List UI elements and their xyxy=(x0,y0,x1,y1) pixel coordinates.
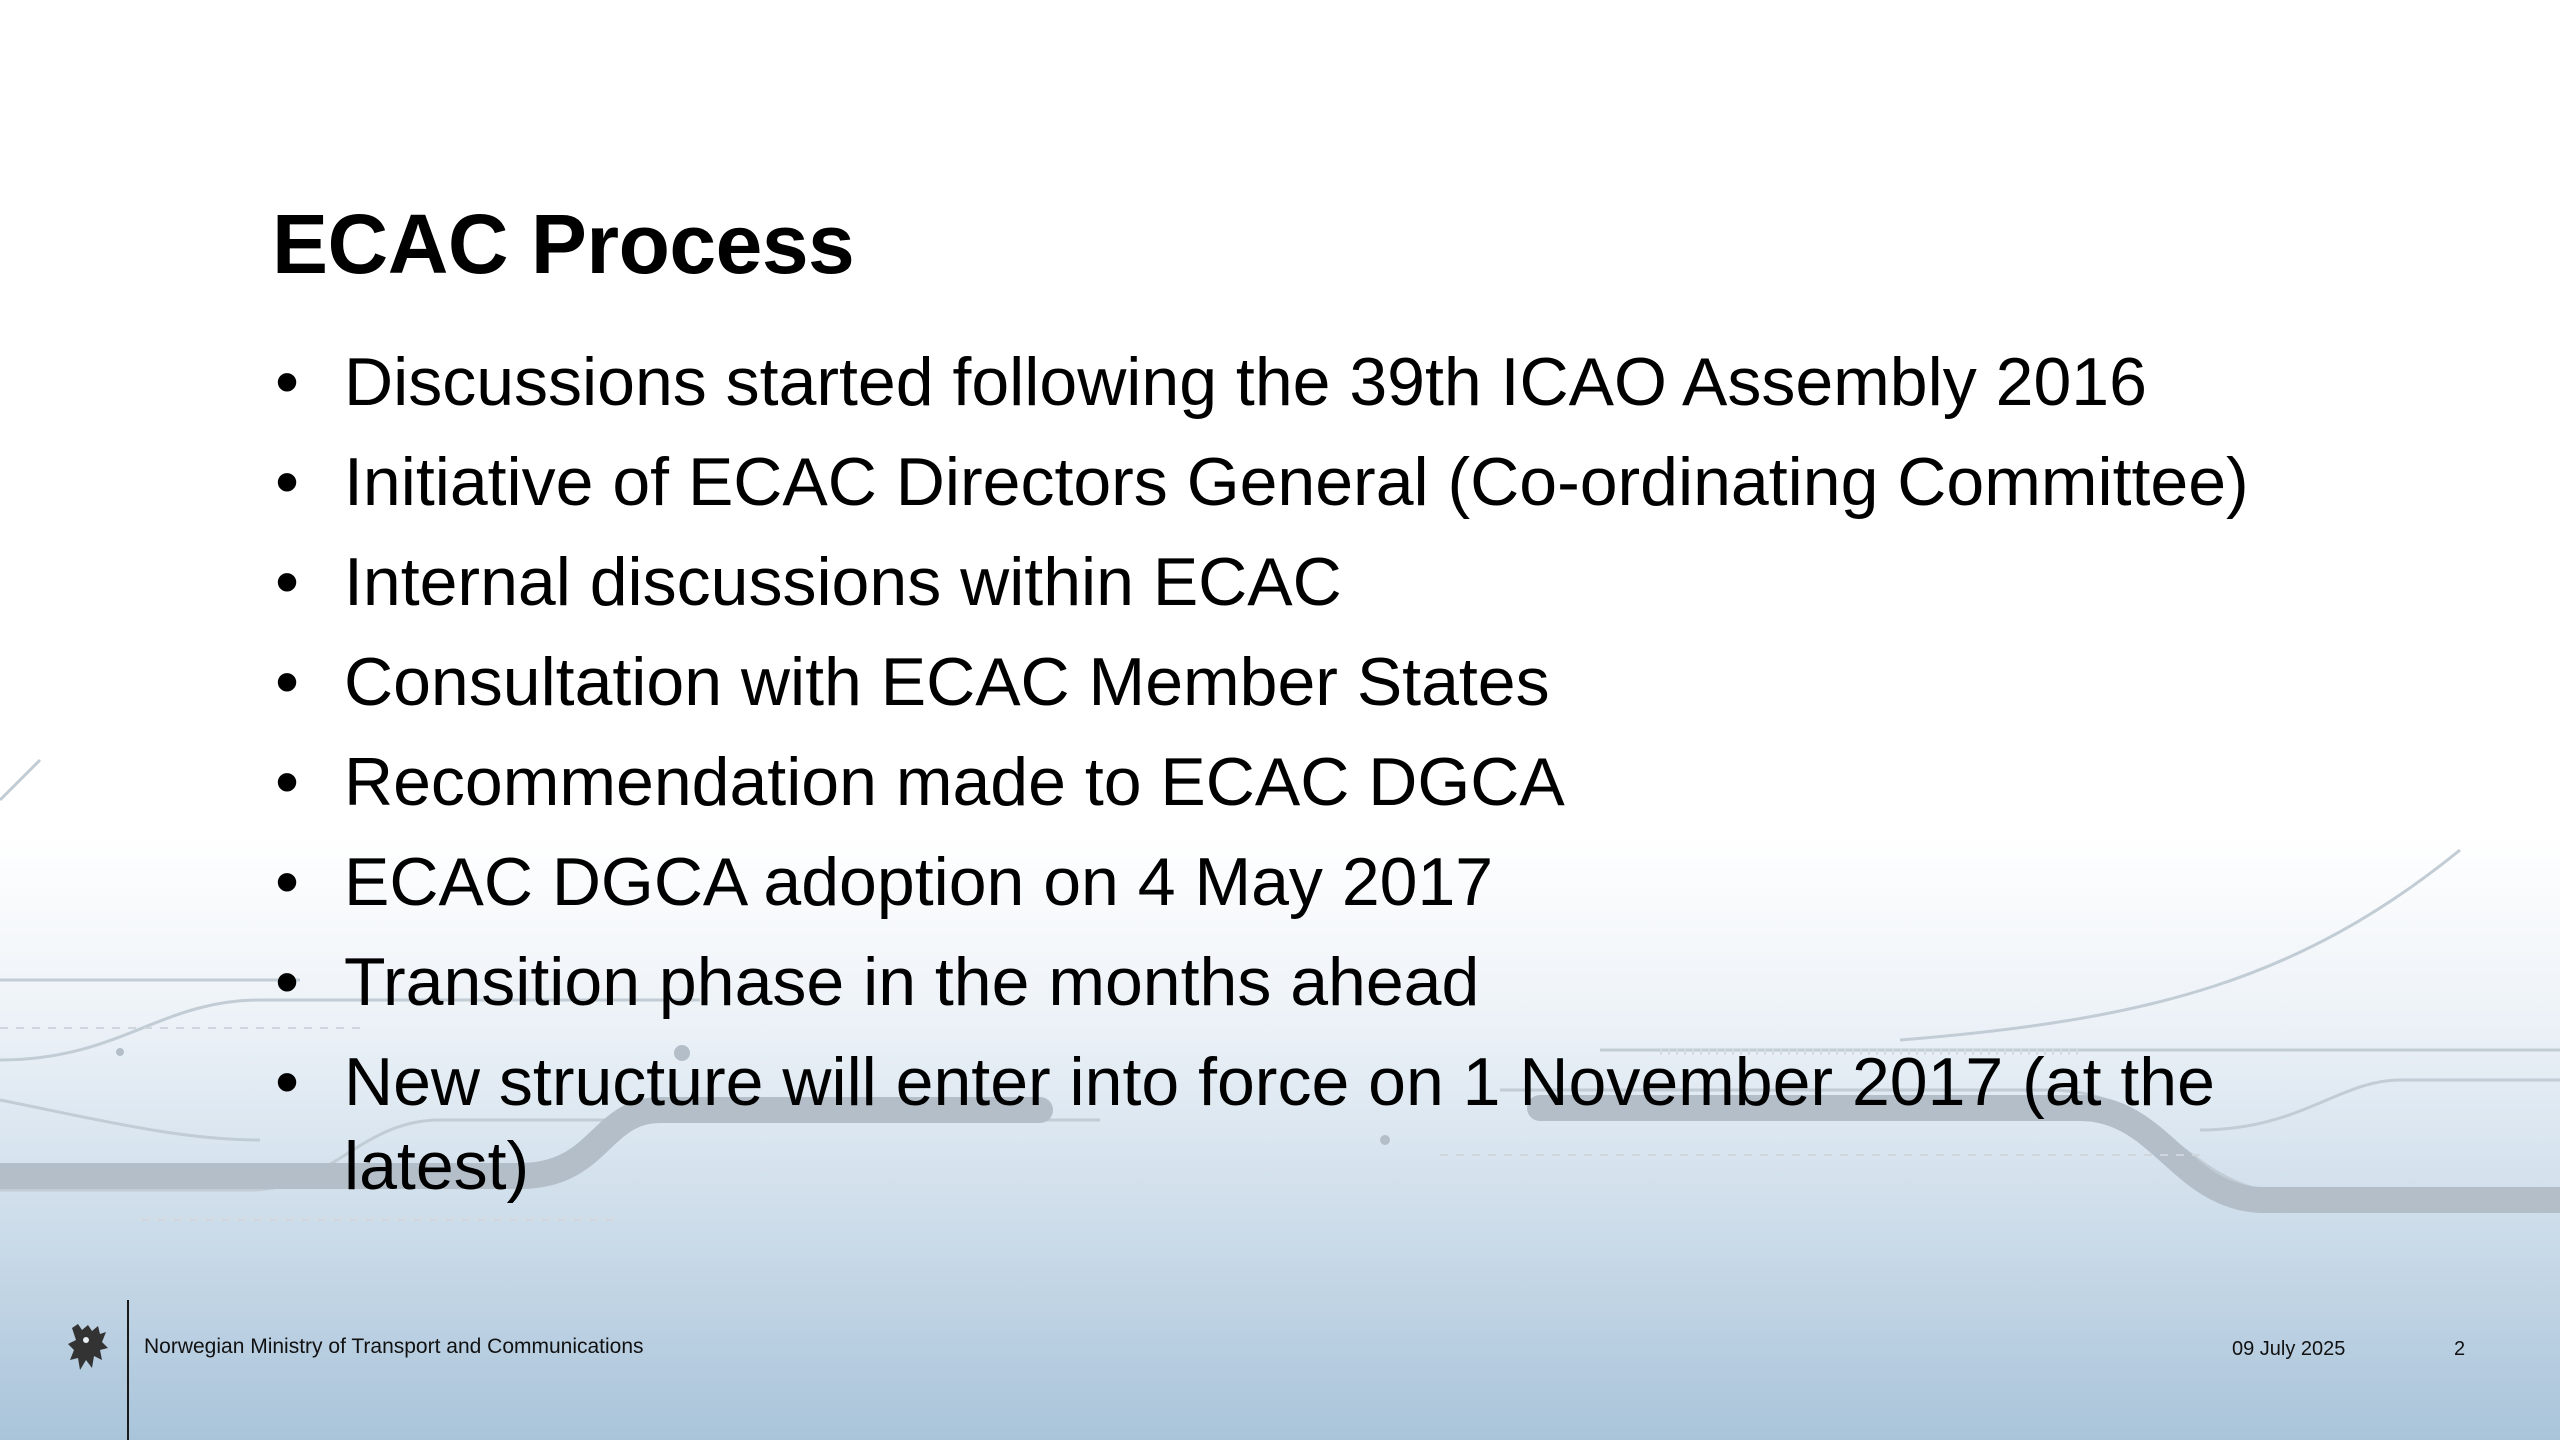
bullet-marker: • xyxy=(275,544,299,620)
footer-divider xyxy=(127,1300,129,1440)
slide-title: ECAC Process xyxy=(272,197,855,291)
bullet-marker: • xyxy=(275,844,299,920)
bullet-text: New structure will enter into force on 1 November 2017 (at the latest) xyxy=(344,1044,2215,1204)
bullet-item xyxy=(272,440,2312,524)
bullet-item xyxy=(272,1040,2312,1208)
bullet-text: Consultation with ECAC Member States xyxy=(344,644,1550,720)
bullet-list xyxy=(272,340,2312,1224)
bullet-text: ECAC DGCA adoption on 4 May 2017 xyxy=(344,844,1494,920)
page-number: 2 xyxy=(2454,1338,2466,1360)
bullet-text: Discussions started following the 39th ICAO Assembly 2016 xyxy=(344,344,2147,420)
footer-date: 09 July 2025 xyxy=(2232,1338,2346,1360)
bullet-text: Initiative of ECAC Directors General (Co-ordinating Committee) xyxy=(344,444,2249,520)
footer-organization: Norwegian Ministry of Transport and Communications xyxy=(144,1335,644,1358)
norwegian-lion-crest-icon xyxy=(66,1322,112,1374)
bullet-text: Internal discussions within ECAC xyxy=(344,544,1342,620)
bullet-marker: • xyxy=(275,644,299,720)
bullet-item xyxy=(272,540,2312,624)
bullet-item xyxy=(272,640,2312,724)
bullet-marker: • xyxy=(275,744,299,820)
bullet-marker: • xyxy=(275,1044,299,1120)
bullet-marker: • xyxy=(275,444,299,520)
bullet-text: Transition phase in the months ahead xyxy=(344,944,1480,1020)
bullet-item xyxy=(272,740,2312,824)
bullet-item xyxy=(272,340,2312,424)
bullet-item xyxy=(272,940,2312,1024)
bullet-marker: • xyxy=(275,944,299,1020)
bullet-item xyxy=(272,840,2312,924)
bullet-marker: • xyxy=(275,344,299,420)
bullet-text: Recommendation made to ECAC DGCA xyxy=(344,744,1565,820)
